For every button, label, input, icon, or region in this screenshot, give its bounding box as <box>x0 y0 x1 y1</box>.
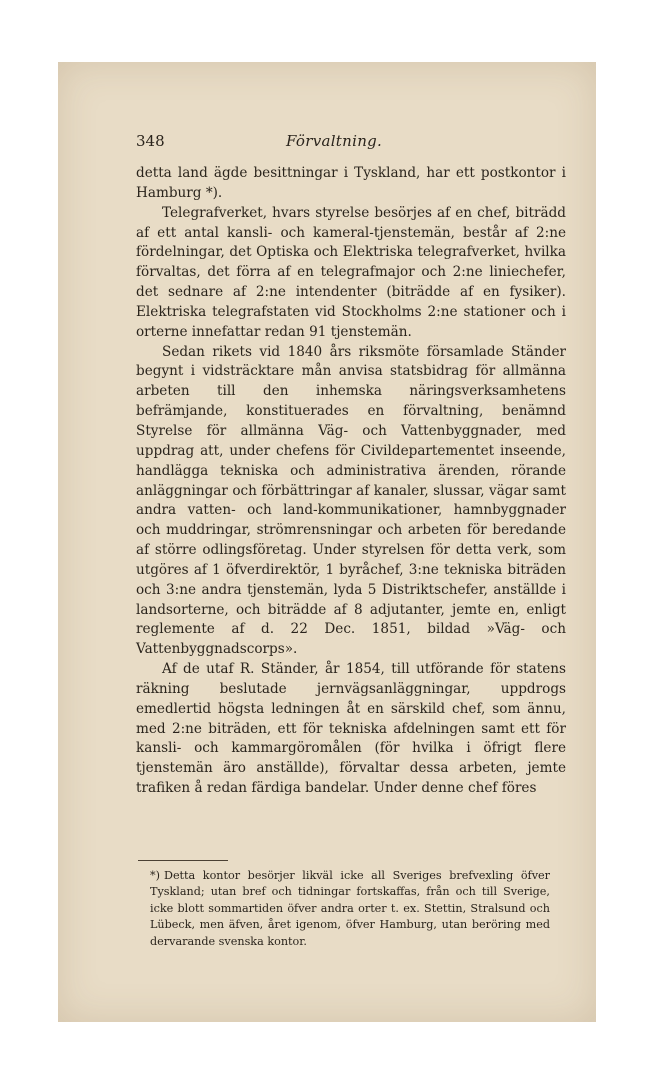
scanned-page <box>58 62 596 1022</box>
paragraph-telegraph: Telegrafverket, hvars styrelse besörjes af en chef, biträdd af ett antal kansli- och kameral-tjenstemän, består af 2:ne fördelningar, det Optiska och Elektriska telegrafverket, hvilka förvaltas, det förra af en telegrafmajor och 2:ne liniechefer, det sednare af 2:ne intendenter (biträdde af en fysiker). Elektriska telegrafstaten vid Stockholms 2:ne stationer och i orterne innefattar redan 91 tjenstemän. <box>136 204 566 340</box>
paragraph-continuation: detta land ägde besittningar i Tyskland, har ett postkontor i Hamburg *). <box>136 165 566 201</box>
footnote-marker: *) <box>150 869 160 882</box>
footnote <box>150 868 550 950</box>
page-number: 348 <box>136 132 165 150</box>
running-title: Förvaltning. <box>286 132 383 150</box>
paragraph-railways: Af de utaf R. Ständer, år 1854, till utförande för statens räkning beslutade jernvägsanläggningar, uppdrogs emedlertid högsta ledningen åt en särskild chef, som ännu, med 2:ne biträden, ett för tekniska afdelningen samt ett för kansli- och kammargöromålen (för hvilka i öfrigt flere tjenstemän äro anställde), förvaltar dessa arbeten, jemte trafiken å redan färdiga bandelar. Under denne chef föres <box>136 661 566 797</box>
body-text <box>136 164 566 799</box>
paragraph-roads-waterways: Sedan rikets vid 1840 års riksmöte församlade Ständer begynt i vidsträcktare mån anvisa statsbidrag för allmänna arbeten till den inhemska näringsverksamhetens befrämjande, konstituerades en förvaltning, benämnd Styrelse för allmänna Väg- och Vattenbyggnader, med uppdrag att, under chefens för Civildepartementet inseende, handlägga tekniska och administrativa ärenden, rörande anläggningar och förbättringar af kanaler, slussar, vägar samt andra vatten- och land-kommunikationer, hamnbyggnader och muddringar, strömrensningar och arbeten för beredande af större odlingsföretag. Under styrelsen för detta verk, som utgöres af 1 öfverdirektör, 1 byråchef, 3:ne tekniska biträden och 3:ne andra tjenstemän, lyda 5 Distriktschefer, anställde i landsorterne, och biträdde af 8 adjutanter, jemte en, enligt reglemente af d. 22 Dec. 1851, bildad »Väg- och Vattenbyggnadscorps». <box>136 343 566 658</box>
footnote-rule <box>138 860 228 861</box>
page-header <box>136 132 566 152</box>
footnote-text: Detta kontor besörjer likväl icke all Sveriges brefvexling öfver Tyskland; utan bref och tidningar fortskaffas, från och till Sverige, icke blott sommartiden öfver andra orter t. ex. Stettin, Stralsund och Lübeck, men äfven, året igenom, öfver Hamburg, utan beröring med dervarande svenska kontor. <box>150 869 550 948</box>
